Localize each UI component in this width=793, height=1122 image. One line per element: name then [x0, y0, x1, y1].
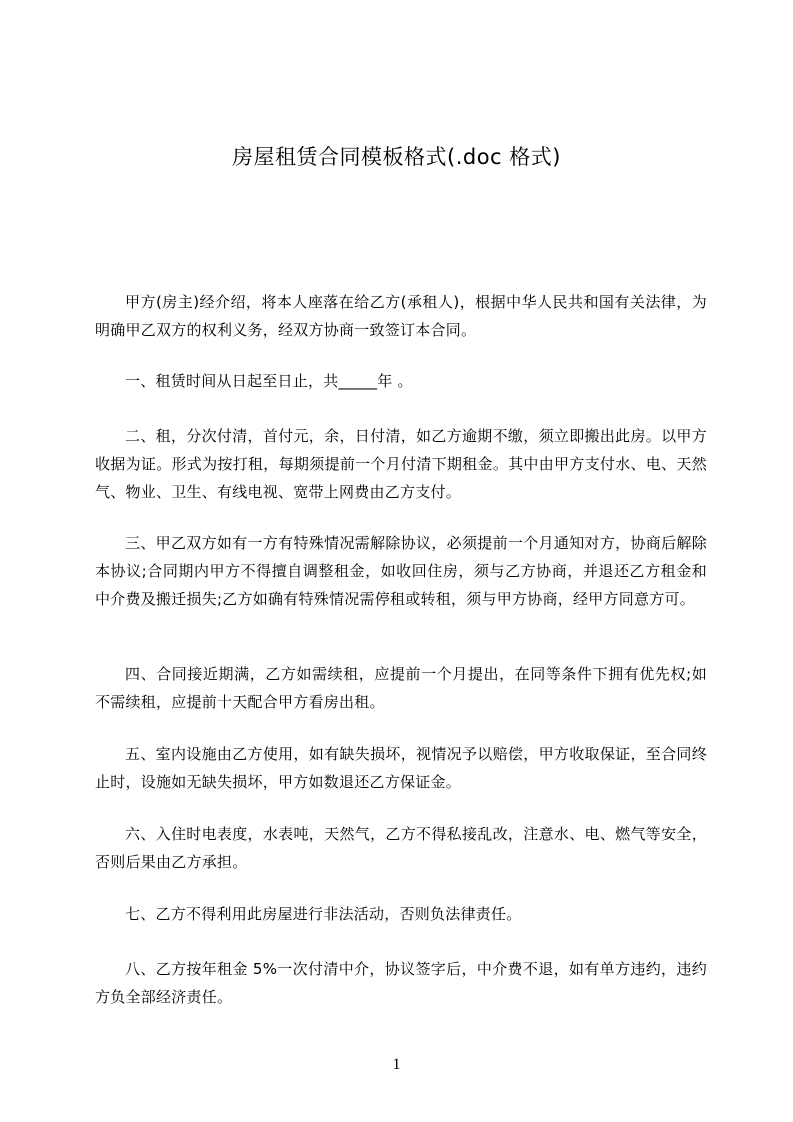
paragraph-clause-6: 六、入住时电表度，水表吨，天然气，乙方不得私接乱改，注意水、电、燃气等安全，否则后果由乙方承担。 — [95, 825, 707, 871]
paragraph-clause-2: 二、租，分次付清，首付元，余，日付清，如乙方逾期不缴，须立即搬出此房。以甲方收据为证。形式为按打租，每期须提前一个月付清下期租金。其中由甲方支付水、电、天然气、物业、卫生、有线电视、宽带上网费由乙方支付。 — [95, 427, 707, 501]
paragraph-clause-1: 一、租赁时间从日起至日止，共_____年 。 — [125, 372, 413, 390]
document-title: 房屋租赁合同模板格式(.doc 格式) — [232, 145, 561, 169]
paragraph-clause-7: 七、乙方不得利用此房屋进行非法活动，否则负法律责任。 — [125, 905, 522, 923]
paragraph-preamble: 甲方(房主)经介绍，将本人座落在给乙方(承租人)，根据中华人民共和国有关法律，为明确甲乙双方的权利义务，经双方协商一致签订本合同。 — [95, 293, 707, 339]
paragraph-clause-5: 五、室内设施由乙方使用，如有缺失损坏，视情况予以赔偿，甲方收取保证，至合同终止时，设施如无缺失损坏，甲方如数退还乙方保证金。 — [95, 745, 707, 791]
paragraph-clause-4: 四、合同接近期满，乙方如需续租，应提前一个月提出，在同等条件下拥有优先权;如不需续租，应提前十天配合甲方看房出租。 — [95, 665, 707, 711]
paragraph-clause-8: 八、乙方按年租金 5%一次付清中介，协议签字后，中介费不退，如有单方违约，违约方负全部经济责任。 — [95, 960, 707, 1006]
paragraph-clause-3: 三、甲乙双方如有一方有特殊情况需解除协议，必须提前一个月通知对方，协商后解除本协议;合同期内甲方不得擅自调整租金，如收回住房，须与乙方协商，并退还乙方租金和中介费及搬迁损失;乙方如确有特殊情况需停租或转租，须与甲方协商，经甲方同意方可。 — [95, 534, 707, 608]
page-number: 1 — [392, 1056, 401, 1073]
